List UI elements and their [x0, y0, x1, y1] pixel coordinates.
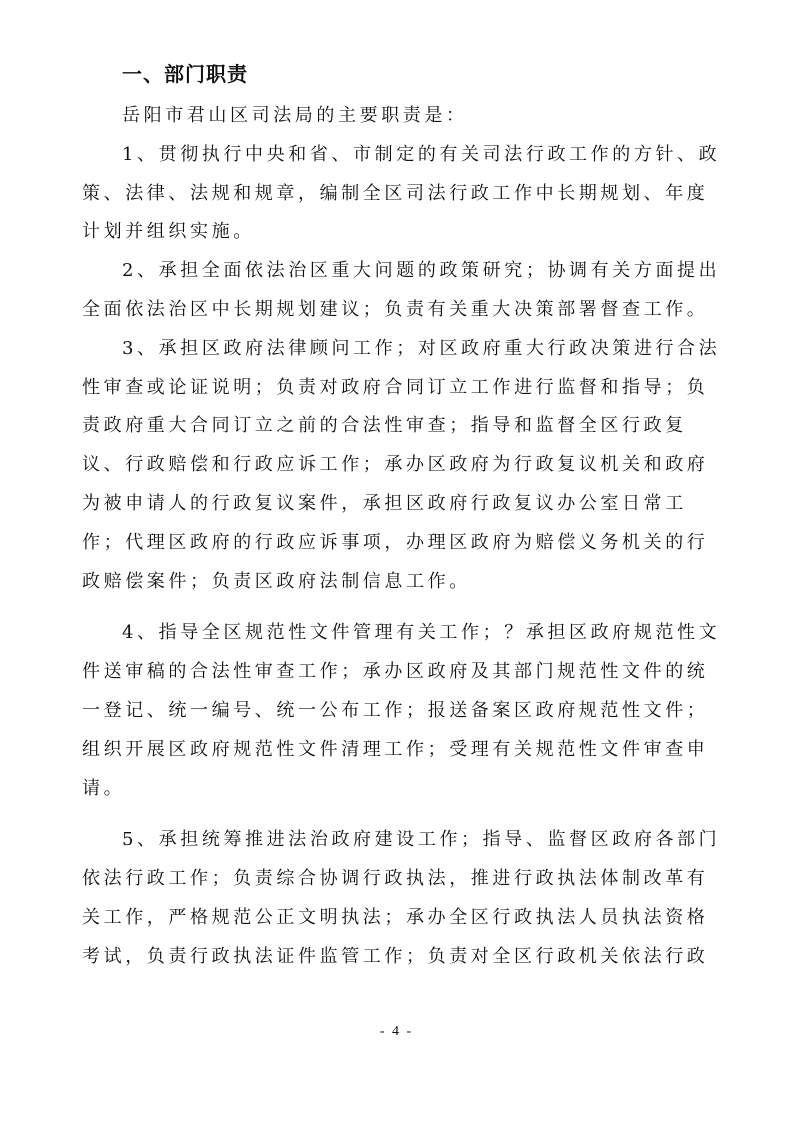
document-body	[82, 97, 722, 977]
text-line: 性审查或论证说明；负责对政府合同订立工作进行监督和指导；负	[82, 376, 709, 398]
page-number: - 4 -	[379, 1024, 414, 1039]
section-heading: 一、部门职责	[122, 62, 248, 86]
text-line: 5、承担统筹推进法治政府建设工作；指导、监督区政府各部门	[122, 829, 721, 851]
paragraph	[82, 821, 722, 976]
text-line: 2、承担全面依法治区重大问题的政策研究；协调有关方面提出	[122, 260, 721, 282]
text-line: 作；代理区政府的行政应诉事项，办理区政府为赔偿义务机关的行	[82, 531, 709, 553]
text-line: 组织开展区政府规范性文件清理工作；受理有关规范性文件审查申	[82, 738, 709, 760]
paragraph	[82, 97, 722, 136]
text-line: 一登记、统一编号、统一公布工作；报送备案区政府规范性文件；	[82, 699, 709, 721]
text-line: 全面依法治区中长期规划建议；负责有关重大决策部署督查工作。	[82, 298, 709, 320]
text-line: 策、法律、法规和规章，编制全区司法行政工作中长期规划、年度	[82, 182, 709, 204]
paragraph	[82, 330, 722, 602]
text-line: 考试，负责行政执法证件监管工作；负责对全区行政机关依法行政	[82, 945, 709, 967]
text-line: 4、指导全区规范性文件管理有关工作；？承担区政府规范性文	[122, 622, 721, 644]
text-line: 请。	[82, 777, 126, 799]
text-line: 关工作，严格规范公正文明执法；承办全区行政执法人员执法资格	[82, 906, 709, 928]
text-line: 议、行政赔偿和行政应诉工作；承办区政府为行政复议机关和政府	[82, 454, 709, 476]
text-line: 3、承担区政府法律顾问工作；对区政府重大行政决策进行合法	[122, 337, 721, 359]
paragraph	[82, 252, 722, 330]
paragraph	[82, 136, 722, 252]
paragraph	[82, 614, 722, 808]
text-line: 责政府重大合同订立之前的合法性审查；指导和监督全区行政复	[82, 415, 687, 437]
text-line: 1、贯彻执行中央和省、市制定的有关司法行政工作的方针、政	[122, 143, 721, 165]
text-line: 件送审稿的合法性审查工作；承办区政府及其部门规范性文件的统	[82, 661, 709, 683]
text-line: 为被申请人的行政复议案件，承担区政府行政复议办公室日常工	[82, 492, 687, 514]
text-line: 政赔偿案件；负责区政府法制信息工作。	[82, 570, 471, 592]
text-line: 依法行政工作；负责综合协调行政执法，推进行政执法体制改革有	[82, 868, 709, 890]
text-line: 岳阳市君山区司法局的主要职责是：	[122, 105, 468, 126]
text-line: 计划并组织实施。	[82, 221, 255, 243]
